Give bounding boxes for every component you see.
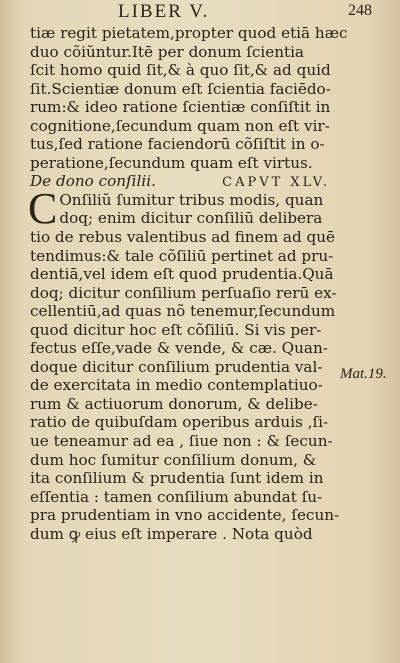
- text-line: ue teneamur ad ea , ſiue non : & ſecun-: [30, 432, 333, 451]
- text-line: duo cõiŭntur.Itē per donum ſcientia: [30, 42, 304, 61]
- drop-cap-initial: C: [28, 183, 58, 233]
- text-line: fectus eſſe,vade & vende, & cæ. Quan-: [30, 339, 328, 358]
- body-text: [28, 24, 348, 543]
- text-line: doque dicitur conſilium prudentia val-: [30, 357, 323, 376]
- text-line: eſſentia : tamen conſilium abundat ſu-: [30, 487, 323, 506]
- running-head: LIBER V.: [118, 1, 210, 22]
- chapter-title: De dono conſilii.: [30, 172, 156, 191]
- text-line: dum ꝙ eius eſt imperare . Nota quòd: [30, 524, 313, 543]
- text-line: quod dicitur hoc eſt cõſiliū. Si vis per-: [30, 320, 322, 339]
- text-line: dentiā,vel idem eſt quod prudentia.Quā: [30, 265, 334, 284]
- text-line: tio de rebus valentibus ad finem ad quē: [30, 228, 336, 247]
- text-line: dum hoc ſumitur conſilium donum, &: [30, 450, 317, 469]
- chapter-number: CAPVT XLV.: [222, 175, 330, 191]
- text-line: ratio de quibuſdam operibus arduis ,ſi-: [30, 413, 329, 432]
- text-line: rum & actiuorum donorum, & delibe-: [30, 394, 318, 413]
- text-line: tiæ regit pietatem,propter quod etiā hæc: [30, 24, 348, 42]
- text-line: rum:& ideo ratione ſcientiæ conſiſtit in: [30, 98, 331, 117]
- text-line: ita conſilium & prudentia ſunt idem in: [30, 469, 324, 488]
- page-header: [0, 0, 400, 22]
- text-line: cellentiū,ad quas nõ tenemur,ſecundum: [30, 302, 336, 321]
- text-line: ſcit homo quid ſit,& à quo ſit,& ad quid: [30, 61, 331, 80]
- chapter-heading: [30, 172, 330, 191]
- text-line: tendimus:& tale cõſiliū pertinet ad pru-: [30, 246, 334, 265]
- text-line: doq; dicitur conſilium perſuaſio rerū ex-: [30, 283, 337, 302]
- text-line: ſit.Scientiæ donum eſt ſcientia faciēdo-: [30, 79, 331, 98]
- page-number: 248: [348, 2, 372, 19]
- text-line: doq; enim dicitur conſiliū delibera: [59, 209, 323, 228]
- text-line: de exercitata in medio contemplatiuo-: [30, 376, 323, 395]
- text-line: pra prudentiam in vno accidente, ſecun-: [30, 506, 340, 525]
- text-line: tus,ſed ratione faciendorū cõſiſtit in o-: [30, 135, 325, 154]
- margin-reference: Mat.19.: [340, 366, 387, 382]
- text-line: cognitione,ſecundum quam non eſt vir-: [30, 116, 330, 135]
- text-line: peratione,ſecundum quam eſt virtus.: [30, 153, 313, 172]
- text-line: Onſiliŭ ſumitur tribus modis, quan: [59, 190, 324, 209]
